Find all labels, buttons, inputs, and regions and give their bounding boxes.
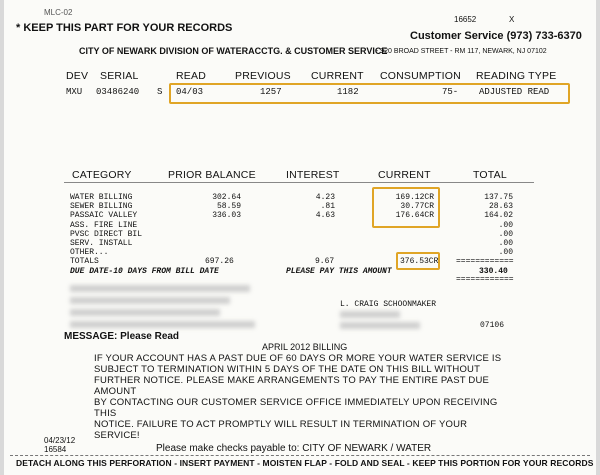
header-rule — [64, 182, 534, 183]
charge-current: 30.77CR — [400, 202, 434, 212]
col-reading-type: READING TYPE — [476, 70, 557, 82]
totals-label: TOTALS — [70, 257, 99, 266]
redacted-line — [340, 322, 420, 329]
meter-read: 04/03 — [176, 87, 204, 97]
meter-previous: 1257 — [260, 87, 282, 97]
meter-current: 1182 — [337, 87, 359, 97]
charge-total: .00 — [498, 239, 513, 248]
totals-interest: 9.67 — [315, 257, 335, 266]
pay-amount-label: PLEASE PAY THIS AMOUNT — [286, 267, 392, 276]
signature-name: L. CRAIG SCHOONMAKER — [340, 300, 437, 309]
charge-prior: 336.03 — [212, 211, 241, 221]
totals-separator: ============ — [456, 257, 514, 266]
agency-address: - 920 BROAD STREET - RM 117, NEWARK, NJ 07102 — [376, 48, 547, 55]
charge-interest: .81 — [320, 202, 335, 212]
col-category: CATEGORY — [72, 169, 132, 181]
col-interest: INTEREST — [286, 169, 340, 181]
totals-prior: 697.26 — [205, 257, 234, 266]
redacted-line — [70, 285, 250, 292]
billing-period: APRIL 2012 BILLING — [262, 342, 348, 352]
footer-date: 04/23/12 — [44, 436, 76, 445]
footer-code: 16584 — [44, 445, 67, 454]
charge-category: WATER BILLING — [70, 193, 133, 202]
message-label: MESSAGE: Please Read — [64, 331, 180, 342]
col-read: READ — [176, 70, 206, 82]
charge-current: 176.64CR — [395, 211, 434, 221]
water-bill — [4, 0, 596, 475]
charge-total: .00 — [498, 248, 513, 258]
meter-reading-type: ADJUSTED READ — [479, 87, 550, 97]
redacted-line — [70, 297, 230, 304]
meter-flag: S — [157, 87, 163, 97]
form-code: MLC-02 — [44, 8, 73, 17]
customer-service-phone: Customer Service (973) 733-6370 — [410, 30, 582, 42]
zip-code: 07106 — [480, 321, 505, 330]
col-serial: SERIAL — [100, 70, 139, 82]
charge-category: SERV. INSTALL — [70, 239, 133, 248]
col-consumption: CONSUMPTION — [380, 70, 461, 82]
charge-category: SEWER BILLING — [70, 202, 133, 212]
keep-notice: * KEEP THIS PART FOR YOUR RECORDS — [16, 22, 233, 34]
col-prior-balance: PRIOR BALANCE — [168, 169, 256, 181]
meter-serial: 03486240 — [96, 87, 140, 97]
col-total: TOTAL — [473, 169, 507, 181]
redacted-line — [70, 309, 220, 316]
notice-line: SUBJECT TO TERMINATION WITHIN 5 DAYS OF THE DATE ON THIS BILL WITHOUT — [94, 364, 481, 375]
termination-notice — [94, 353, 514, 441]
charge-total: .00 — [498, 220, 513, 230]
col-current-charges: CURRENT — [378, 169, 431, 181]
charge-interest: 4.23 — [315, 193, 335, 202]
charge-category: OTHER... — [70, 248, 109, 258]
charge-total: 137.75 — [484, 193, 513, 202]
perforation-line — [10, 455, 590, 456]
notice-line: IF YOUR ACCOUNT HAS A PAST DUE OF 60 DAYS OR MORE YOUR WATER SERVICE IS — [94, 353, 502, 364]
payable-to: Please make checks payable to: CITY OF NEWARK / WATER — [156, 443, 432, 454]
totals-current: 376.53CR — [400, 257, 439, 266]
redacted-line — [340, 311, 400, 318]
amount-due: 330.40 — [479, 267, 508, 276]
charge-category: PVSC DIRECT BIL — [70, 229, 143, 239]
col-previous: PREVIOUS — [235, 70, 291, 82]
doc-mark: X — [509, 15, 515, 24]
notice-line: BY CONTACTING OUR CUSTOMER SERVICE OFFICE IMMEDIATELY UPON RECEIVING THIS — [94, 397, 498, 419]
col-dev: DEV — [66, 70, 89, 82]
charge-prior: 302.64 — [212, 193, 241, 202]
charge-interest: 4.63 — [315, 211, 335, 221]
redacted-line — [70, 321, 255, 328]
due-date-label: DUE DATE-10 DAYS FROM BILL DATE — [70, 267, 219, 276]
col-current: CURRENT — [311, 70, 364, 82]
charge-total: .00 — [498, 229, 513, 239]
charge-total: 28.63 — [488, 202, 513, 212]
charge-prior: 58.59 — [216, 202, 241, 212]
charge-category: PASSAIC VALLEY — [70, 211, 138, 221]
charge-total: 164.02 — [484, 211, 513, 221]
charge-current: 169.12CR — [395, 193, 434, 202]
doc-number: 16652 — [454, 15, 477, 24]
due-separator: ============ — [456, 275, 514, 284]
meter-consumption: 75- — [442, 87, 459, 97]
agency-name: CITY OF NEWARK DIVISION OF WATERACCTG. & CUSTOMER SERVICE — [79, 46, 388, 56]
notice-line: NOTICE. FAILURE TO ACT PROMPTLY WILL RESULT IN TERMINATION OF YOUR SERVICE! — [94, 419, 468, 441]
meter-dev: MXU — [66, 87, 83, 97]
charge-category: ASS. FIRE LINE — [70, 220, 138, 230]
perforation-instructions: DETACH ALONG THIS PERFORATION - INSERT PAYMENT - MOISTEN FLAP - FOLD AND SEAL - KEEP THIS PORTION FOR YOUR RECORDS — [16, 458, 594, 468]
notice-line: FURTHER NOTICE. PLEASE MAKE ARRANGEMENTS TO PAY THE ENTIRE PAST DUE AMOUNT — [94, 375, 490, 397]
